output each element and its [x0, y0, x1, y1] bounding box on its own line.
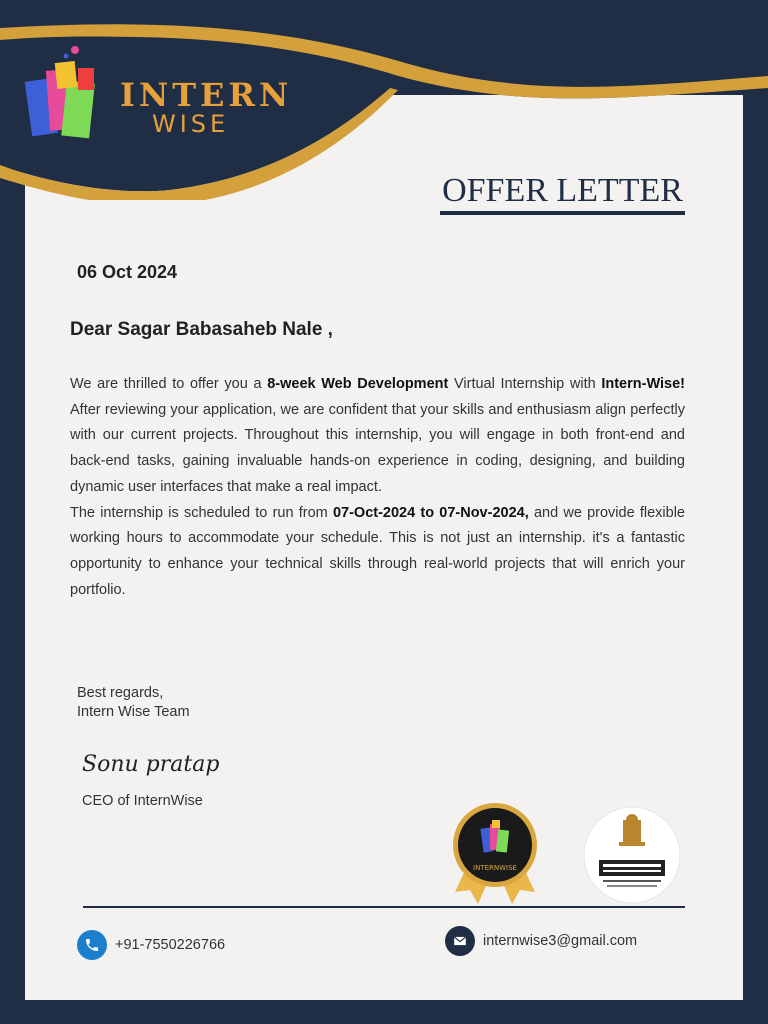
phone-contact[interactable]: [77, 930, 225, 960]
footer-divider: [83, 906, 685, 908]
letter-date: 06 Oct 2024: [77, 262, 178, 282]
closing: [77, 684, 190, 722]
paragraph-offer: [70, 372, 685, 501]
msme-emblem: [583, 806, 681, 904]
badge-text: INTERNWISE: [473, 864, 517, 872]
letter-body: [70, 372, 685, 603]
signatory-role: CEO of InternWise: [82, 793, 203, 809]
closing-line: Best regards,: [77, 685, 164, 701]
title-underline: [440, 211, 685, 215]
internship-dates: 07-Oct-2024 to 07-Nov-2024,: [332, 504, 529, 521]
text-run: After reviewing your application, we are confident that your skills and enthusiasm align perfectly with our current projects. Throughout this internship, you will engage in both front-end and back-end tasks, gaining invaluable hands-on experience in coding, designing, and building dynamic user interfaces that make a real impact.: [70, 401, 685, 495]
program-name: 8-week Web Development: [267, 376, 449, 392]
internwise-seal-badge: [450, 800, 540, 908]
logo-blocks-icon: [20, 40, 110, 150]
email-address: internwise3@gmail.com: [483, 933, 638, 949]
text-run: The internship is scheduled to run from: [70, 504, 333, 521]
text-run: We are thrilled to offer you a: [70, 376, 268, 392]
phone-number: +91-7550226766: [115, 937, 226, 953]
document-title: OFFER LETTER: [442, 172, 683, 209]
email-contact[interactable]: [445, 926, 637, 956]
text-run: and we provide flexible working hours to accommodate your schedule. This is not just an internship. it's a fantastic opportunity to enhance your technical skills through real-world projects that will enrich your portfolio.: [70, 504, 685, 598]
company-name: Intern-Wise!: [601, 376, 685, 392]
logo-subtitle: WISE: [152, 110, 230, 138]
mail-icon: [445, 926, 475, 956]
paragraph-schedule: [70, 501, 685, 604]
closing-team: Intern Wise Team: [77, 704, 190, 720]
text-run: Virtual Internship with: [448, 376, 602, 392]
greeting: Dear Sagar Babasaheb Nale ,: [70, 319, 333, 340]
signature: Sonu pratap: [82, 752, 220, 777]
logo-title: INTERN: [120, 76, 293, 114]
internwise-logo: [20, 40, 300, 150]
phone-icon: [77, 930, 107, 960]
